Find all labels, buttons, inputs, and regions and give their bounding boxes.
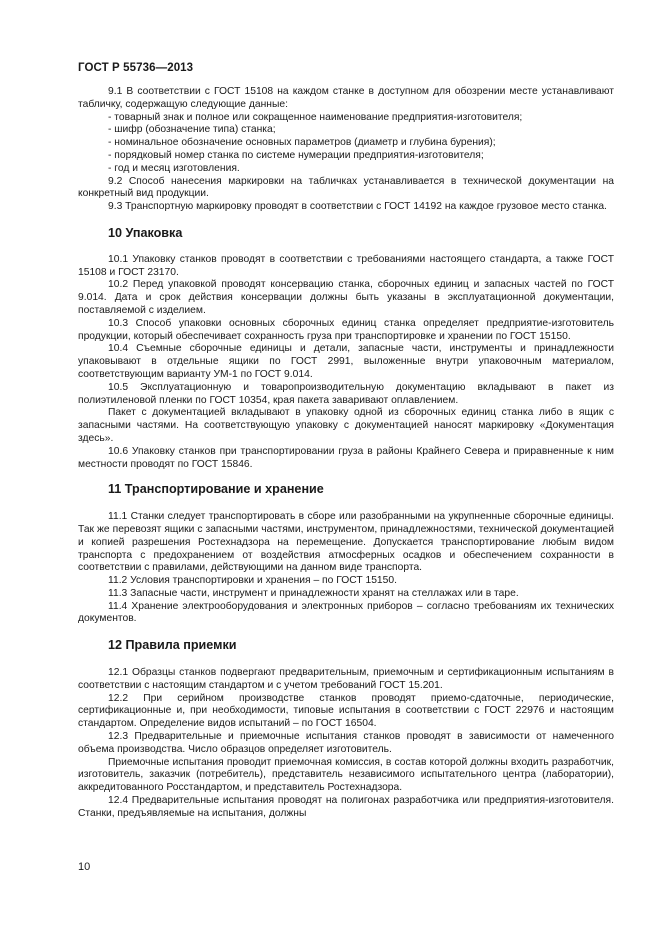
list-item: - год и месяц изготовления. [108,162,240,174]
section-heading-transport: 11 Транспортирование и хранение [108,482,324,497]
paragraph-11-1: 11.1 Станки следует транспортировать в сборе или разобранными на укрупненные сборочные единицы. Так же перевозят ящики с запасными частями, инструментом, принадлежностями, технической документацией и копией разрешения Ростехнадзора на перемещение. Допускается транспортирование любым видом транспорта с предохранением от воздействия атмосферных осадков и обеспечением сохранности в соответствии с правилами, действующими на данном виде транспорта. [78,511,614,574]
paragraph-9-3: 9.3 Транспортную маркировку проводят в соответствии с ГОСТ 14192 на каждое грузовое место станка. [108,201,607,213]
paragraph-12-3-cont: Приемочные испытания проводит приемочная комиссия, в состав которой должны входить разработчик, изготовитель, заказчик (потребитель), представитель независимого испытательного центра (лаборатории), аккредитованного Росстандартом, и представитель Ростехнадзора. [78,756,614,794]
paragraph-10-2: 10.2 Перед упаковкой проводят консервацию станка, сборочных единиц и запасных частей по ГОСТ 9.014. Дата и срок действия консервации должны быть указаны в эксплуатационной документации, поставляемой с изделием. [78,279,614,316]
page-content [78,86,614,821]
paragraph-9-1: 9.1 В соответствии с ГОСТ 15108 на каждом станке в доступном для обозрении месте устанавливают табличку, содержащую следующие данные: [78,86,614,110]
paragraph-12-1: 12.1 Образцы станков подвергают предварительным, приемочным и сертификационным испытаниям в соответствии с настоящим стандартом и с учетом требований ГОСТ 15.201. [78,667,614,691]
section-heading-packaging: 10 Упаковка [108,225,183,240]
list-item: - шифр (обозначение типа) станка; [108,124,276,136]
paragraph-11-2: 11.2 Условия транспортировки и хранения – по ГОСТ 15150. [108,575,397,587]
paragraph-11-3: 11.3 Запасные части, инструмент и принадлежности хранят на стеллажах или в таре. [108,587,519,599]
paragraph-10-3: 10.3 Способ упаковки основных сборочных единиц станка определяет предприятие-изготовитель продукции, который обеспечивает сохранность груза при транспортировке и хранении по ГОСТ 15150. [78,317,614,342]
paragraph-12-3: 12.3 Предварительные и приемочные испытания станков проводят в зависимости от намеченного объема производства. Число образцов определяет изготовитель. [78,731,614,755]
list-item: - товарный знак и полное или сокращенное наименование предприятия-изготовителя; [108,111,523,123]
paragraph-10-5-cont: Пакет с документацией вкладывают в упаковку одной из сборочных единиц станка либо в ящик с запасными частями. На соответствующую упаковку с документацией наносят маркировку «Документация здесь». [78,407,614,444]
section-heading-acceptance: 12 Правила приемки [108,638,237,653]
page-number: 10 [78,861,91,873]
paragraph-10-6: 10.6 Упаковку станков при транспортировании груза в районы Крайнего Севера и приравненные к ним местности проводят по ГОСТ 15846. [78,445,614,470]
paragraph-10-5: 10.5 Эксплуатационную и товаропроизводительную документацию вкладывают в пакет из полиэтиленовой пленки по ГОСТ 10354, края пакета заваривают оплавлением. [78,381,614,406]
document-code-header: ГОСТ Р 55736—2013 [78,62,194,74]
paragraph-12-4: 12.4 Предварительные испытания проводят на полигонах разработчика или предприятия-изготовителя. Станки, предъявляемые на испытания, должны [78,795,614,819]
paragraph-10-1: 10.1 Упаковку станков проводят в соответствии с требованиями настоящего стандарта, а также ГОСТ 15108 и ГОСТ 23170. [78,253,614,278]
paragraph-11-4: 11.4 Хранение электрооборудования и электронных приборов – согласно требованиям их технических документов. [78,600,614,625]
paragraph-12-2: 12.2 При серийном производстве станков проводят приемо-сдаточные, периодические, сертификационные и, при необходимости, типовые испытания в соответствии с ГОСТ 22976 и настоящим стандартом. Определение видов испытаний – по ГОСТ 16504. [78,692,614,730]
list-item: - порядковый номер станка по системе нумерации предприятия-изготовителя; [108,149,484,161]
paragraph-10-4: 10.4 Съемные сборочные единицы и детали, запасные части, инструменты и принадлежности упаковывают в отдельные ящики по ГОСТ 2991, выложенные внутри упаковочным материалом, соответствующим варианту УМ-1 по ГОСТ 9.014. [78,343,614,380]
paragraph-9-2: 9.2 Способ нанесения маркировки на табличках устанавливается в технической документации на конкретный вид продукции. [78,175,614,200]
list-item: - номинальное обозначение основных параметров (диаметр и глубина бурения); [108,137,496,149]
